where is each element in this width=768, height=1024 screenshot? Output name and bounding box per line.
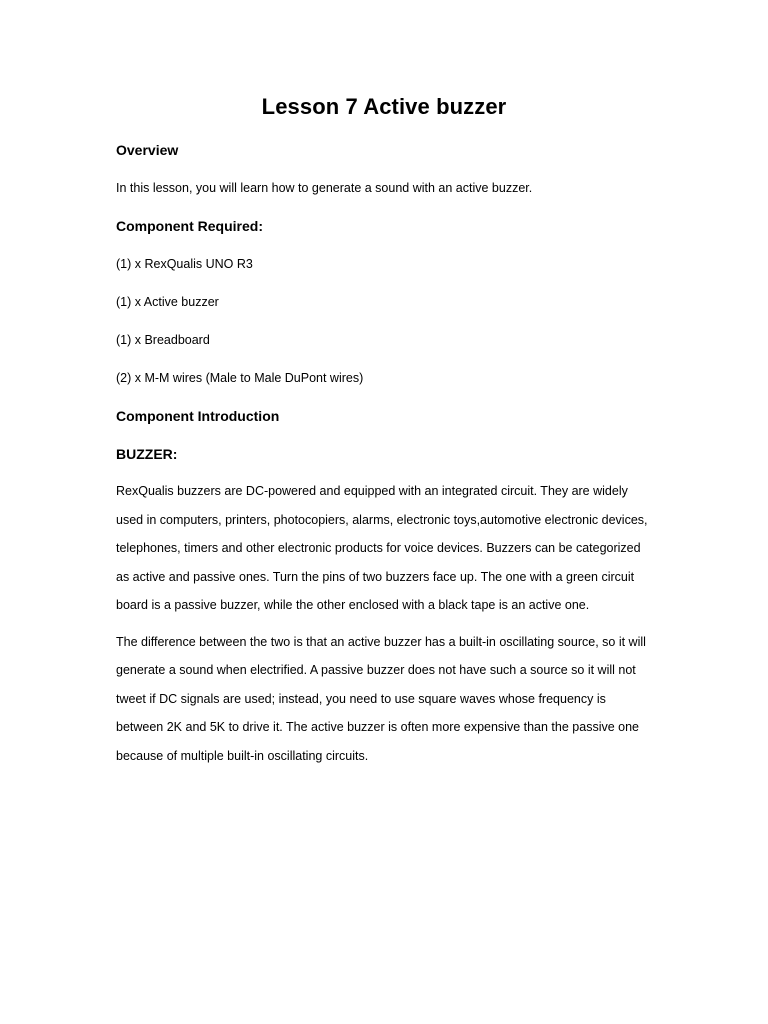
components-list	[116, 255, 652, 387]
page-title: Lesson 7 Active buzzer	[261, 94, 507, 119]
list-item: (2) x M-M wires (Male to Male DuPont wires)	[116, 371, 364, 385]
overview-heading: Overview	[116, 142, 179, 158]
components-heading: Component Required:	[116, 218, 263, 234]
list-item: (1) x Breadboard	[116, 333, 210, 347]
list-item: (1) x RexQualis UNO R3	[116, 257, 253, 271]
buzzer-description-paragraph: RexQualis buzzers are DC-powered and equipped with an integrated circuit. They are widely used in computers, printers, photocopiers, alarms, electronic toys,automotive electronic devices, telephones, timers and other electronic products for voice devices. Buzzers can be categorized as active and passive ones. Turn the pins of two buzzers face up. The one with a green circuit board is a passive buzzer, while the other enclosed with a black tape is an active one.	[116, 484, 648, 612]
list-item: (1) x Active buzzer	[116, 295, 219, 309]
overview-text: In this lesson, you will learn how to generate a sound with an active buzzer.	[116, 181, 533, 195]
buzzer-difference-paragraph: The difference between the two is that an active buzzer has a built-in oscillating source, so it will generate a sound when electrified. A passive buzzer does not have such a source so it will not tweet if DC signals are used; instead, you need to use square waves whose frequency is between 2K and 5K to drive it. The active buzzer is often more expensive than the passive one because of multiple built-in oscillating circuits.	[116, 634, 646, 763]
component-introduction-heading: Component Introduction	[116, 408, 280, 424]
buzzer-subheading: BUZZER:	[116, 446, 178, 462]
